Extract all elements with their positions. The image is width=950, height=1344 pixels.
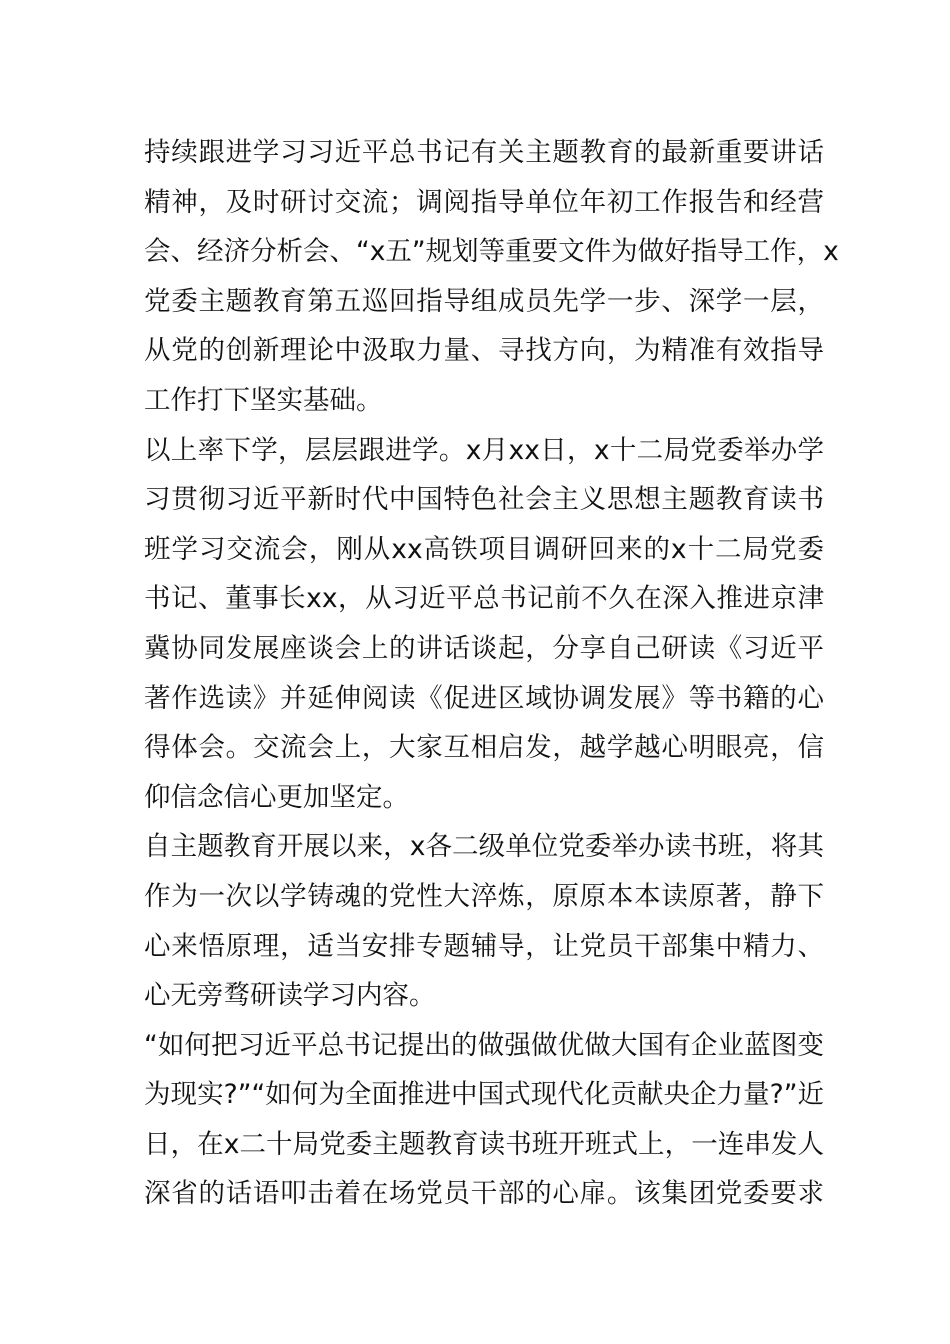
text-line: 作为一次以学铸魂的党性大淬炼，原原本本读原著，静下 — [144, 880, 824, 912]
text-line: 工作打下坚实基础。 — [144, 384, 383, 416]
text-line: 书记、董事长xx，从习近平总书记前不久在深入推进京津 — [144, 583, 824, 615]
text-line: 日，在x二十局党委主题教育读书班开班式上，一连串发人 — [144, 1128, 824, 1160]
text-line: 著作选读》并延伸阅读《促进区域协调发展》等书籍的心 — [144, 682, 824, 714]
text-line: 心无旁骛研读学习内容。 — [144, 980, 436, 1012]
text-line: 为现实?”“如何为全面推进中国式现代化贡献央企力量?”近 — [144, 1079, 824, 1111]
document-body — [144, 128, 839, 1219]
paragraph-4 — [144, 1021, 824, 1219]
text-line: 仰信念信心更加坚定。 — [144, 781, 409, 813]
text-line: 从党的创新理论中汲取力量、寻找方向，为精准有效指导 — [144, 335, 824, 367]
paragraph-2 — [144, 426, 824, 823]
text-line: 冀协同发展座谈会上的讲话谈起，分享自己研读《习近平 — [144, 632, 824, 664]
text-line: 得体会。交流会上，大家互相启发，越学越心明眼亮，信 — [144, 732, 824, 764]
text-line: “如何把习近平总书记提出的做强做优做大国有企业蓝图变 — [144, 1029, 824, 1061]
text-line: 深省的话语叩击着在场党员干部的心扉。该集团党委要求 — [144, 1178, 824, 1210]
paragraph-1 — [144, 128, 839, 426]
paragraph-3 — [144, 822, 824, 1020]
text-line: 精神，及时研讨交流；调阅指导单位年初工作报告和经营 — [144, 186, 824, 218]
text-line: 党委主题教育第五巡回指导组成员先学一步、深学一层， — [144, 285, 824, 317]
text-line: 心来悟原理，适当安排专题辅导，让党员干部集中精力、 — [144, 930, 824, 962]
text-line: 习贯彻习近平新时代中国特色社会主义思想主题教育读书 — [144, 484, 824, 516]
text-line: 班学习交流会，刚从xx高铁项目调研回来的x十二局党委 — [144, 533, 824, 565]
text-line: 会、经济分析会、“x五”规划等重要文件为做好指导工作，x — [144, 236, 839, 268]
text-line: 自主题教育开展以来，x各二级单位党委举办读书班，将其 — [144, 831, 824, 863]
text-line: 持续跟进学习习近平总书记有关主题教育的最新重要讲话 — [144, 137, 824, 168]
text-line: 以上率下学，层层跟进学。x月xx日，x十二局党委举办学 — [144, 434, 824, 466]
